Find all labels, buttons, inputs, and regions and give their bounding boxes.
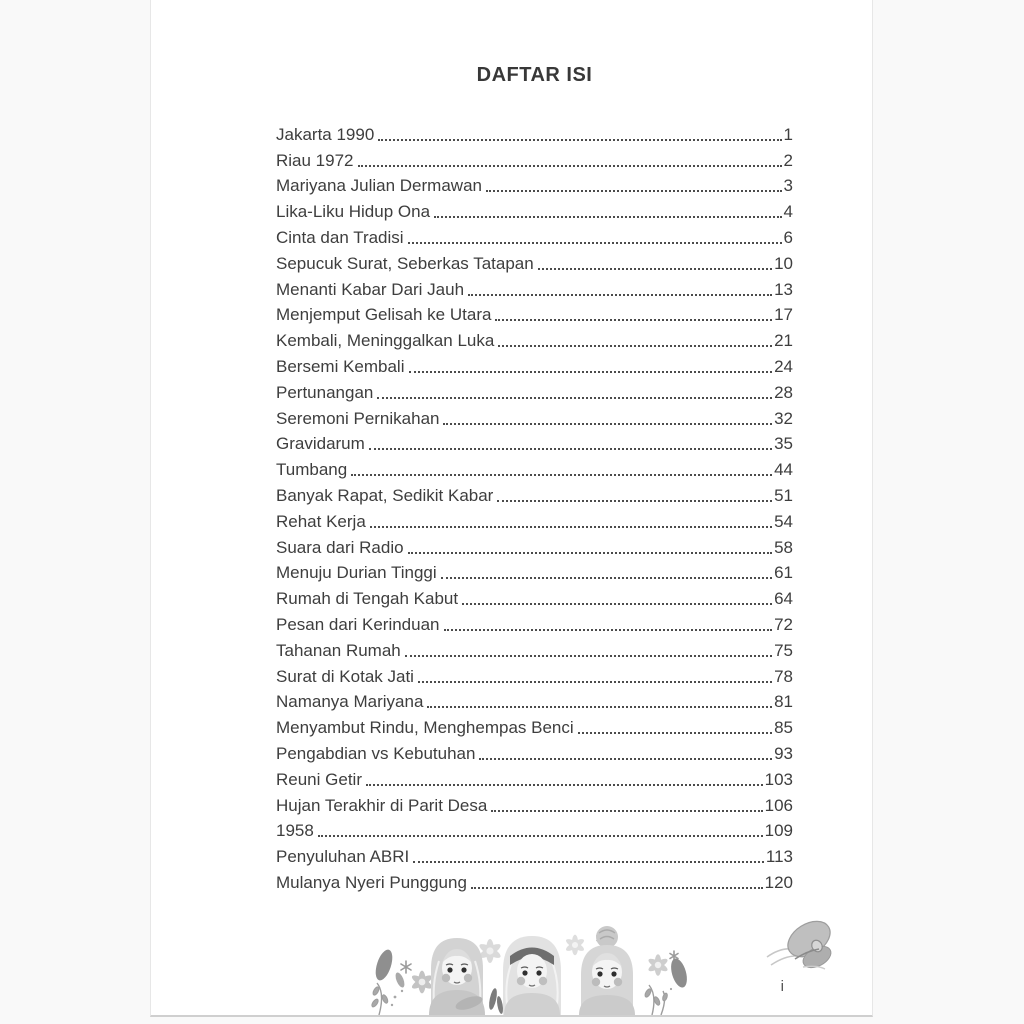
toc-row [276,429,793,455]
toc-dot-leader [441,577,772,579]
toc-dot-leader [491,810,762,812]
toc-entry-page: 1 [783,124,793,144]
toc-entry-page: 109 [764,821,793,841]
toc-entry-page: 120 [764,872,793,892]
toc-entry-title: Tahanan Rumah [276,640,401,660]
toc-dot-leader [378,139,781,141]
toc-dot-leader [370,526,772,528]
toc-row [276,171,793,197]
toc-row [276,274,793,300]
toc-entry-page: 35 [774,434,793,454]
toc-dot-leader [468,294,772,296]
toc-entry-title: Pengabdian vs Kebutuhan [276,743,476,763]
dark-leaf-icon [488,988,505,1015]
toc-entry-title: Mariyana Julian Dermawan [276,176,482,196]
toc-entry-title: Cinta dan Tradisi [276,227,404,247]
toc-row [276,145,793,171]
toc-entry-title: Bersemi Kembali [276,356,405,376]
table-of-contents [276,0,793,893]
toc-entry-title: Jakarta 1990 [276,124,375,144]
toc-entry-page: 24 [774,356,793,376]
toc-row [276,764,793,790]
girls-flowers-illustration [369,925,691,1015]
book-page [150,0,873,1017]
toc-entry-title: Kembali, Meninggalkan Luka [276,331,495,351]
dark-leaf-icon [372,948,406,989]
toc-row [276,480,793,506]
toc-entry-page: 85 [774,718,793,738]
toc-row [276,325,793,351]
girl-figure [503,936,561,1015]
leaf-sprig-icon [371,983,389,1015]
toc-dot-leader [444,629,773,631]
toc-entry-page: 17 [774,305,793,325]
toc-entry-title: Rehat Kerja [276,511,366,531]
page-title: DAFTAR ISI [476,64,593,86]
toc-row [276,841,793,867]
toc-row [276,454,793,480]
toc-entry-title: Pesan dari Kerinduan [276,614,440,634]
toc-entry-page: 10 [774,253,793,273]
toc-row [276,403,793,429]
toc-dot-leader [405,655,772,657]
toc-row [276,609,793,635]
toc-row [276,661,793,687]
toc-entry-title: Suara dari Radio [276,537,404,557]
toc-entry-title: Seremoni Pernikahan [276,408,440,428]
toc-entry-page: 61 [774,563,793,583]
toc-dot-leader [351,474,772,476]
daisy-flower-icon [647,954,669,976]
toc-dot-leader [497,500,772,502]
toc-dot-leader [443,423,772,425]
toc-dot-leader [462,603,772,605]
toc-row [276,196,793,222]
toc-entry-title: Reuni Getir [276,769,362,789]
toc-dot-leader [498,345,772,347]
toc-entry-page: 51 [774,485,793,505]
toc-row [276,222,793,248]
toc-entry-page: 78 [774,666,793,686]
toc-row [276,248,793,274]
daisy-flower-icon [410,971,434,994]
three-girls-illustration [369,925,691,1015]
toc-row [276,532,793,558]
toc-row [276,300,793,326]
toc-entry-page: 64 [774,589,793,609]
toc-entry-title: Menanti Kabar Dari Jauh [276,279,465,299]
toc-entry-page: 75 [774,640,793,660]
toc-entry-title: Menuju Durian Tinggi [276,563,437,583]
toc-entry-page: 13 [774,279,793,299]
toc-dot-leader [495,319,772,321]
toc-entry-title: 1958 [276,821,314,841]
daisy-flower-icon [564,935,585,955]
toc-entry-page: 113 [765,847,793,867]
toc-row [276,119,793,145]
toc-row [276,712,793,738]
toc-dot-leader [318,835,763,837]
toc-entry-page: 44 [774,460,793,480]
toc-dot-leader [408,552,773,554]
toc-dot-leader [479,758,772,760]
toc-row [276,558,793,584]
toc-row [276,867,793,893]
toc-entry-title: Lika-Liku Hidup Ona [276,202,431,222]
toc-row [276,687,793,713]
toc-dot-leader [413,861,764,863]
toc-row [276,790,793,816]
leaf-sprig-icon [644,985,668,1015]
butterfly-icon [759,915,847,981]
toc-entry-page: 3 [783,176,793,196]
toc-entry-page: 21 [774,331,793,351]
toc-entry-title: Namanya Mariyana [276,692,424,712]
toc-dot-leader [418,681,772,683]
toc-dot-leader [486,190,782,192]
toc-row [276,377,793,403]
toc-dot-leader [366,784,763,786]
toc-dot-leader [578,732,772,734]
toc-row [276,738,793,764]
toc-entry-title: Gravidarum [276,434,365,454]
toc-entry-page: 2 [783,150,793,170]
toc-entry-title: Penyuluhan ABRI [276,847,410,867]
toc-row [276,816,793,842]
toc-entry-title: Pertunangan [276,382,374,402]
toc-row [276,635,793,661]
toc-dot-leader [538,268,772,270]
toc-entry-title: Rumah di Tengah Kabut [276,589,459,609]
toc-entry-title: Sepucuk Surat, Seberkas Tatapan [276,253,534,273]
toc-entry-page: 6 [783,227,793,247]
toc-entry-title: Surat di Kotak Jati [276,666,414,686]
toc-row [276,351,793,377]
girl-figure [429,938,485,1015]
toc-entry-title: Menjemput Gelisah ke Utara [276,305,492,325]
toc-dot-leader [377,397,772,399]
toc-entry-page: 58 [774,537,793,557]
toc-list [276,119,793,893]
page-number: i [780,978,784,995]
toc-entry-page: 81 [774,692,793,712]
toc-entry-page: 93 [774,743,793,763]
toc-entry-title: Mulanya Nyeri Punggung [276,872,467,892]
toc-dot-leader [369,448,772,450]
toc-entry-page: 106 [764,795,793,815]
toc-dot-leader [434,216,782,218]
toc-dot-leader [358,165,782,167]
toc-entry-title: Tumbang [276,460,348,480]
toc-entry-title: Menyambut Rindu, Menghempas Benci [276,718,574,738]
toc-dot-leader [408,242,782,244]
toc-dot-leader [471,887,763,889]
toc-entry-title: Riau 1972 [276,150,354,170]
toc-entry-page: 103 [764,769,793,789]
toc-entry-title: Hujan Terakhir di Parit Desa [276,795,488,815]
toc-entry-page: 28 [774,382,793,402]
toc-dot-leader [409,371,773,373]
toc-entry-page: 54 [774,511,793,531]
toc-entry-page: 72 [774,614,793,634]
toc-entry-page: 32 [774,408,793,428]
toc-row [276,506,793,532]
dark-leaf-icon [668,957,690,990]
toc-dot-leader [427,706,772,708]
girl-figure [579,926,635,1015]
toc-entry-title: Banyak Rapat, Sedikit Kabar [276,485,494,505]
toc-entry-page: 4 [783,202,793,222]
toc-row [276,583,793,609]
